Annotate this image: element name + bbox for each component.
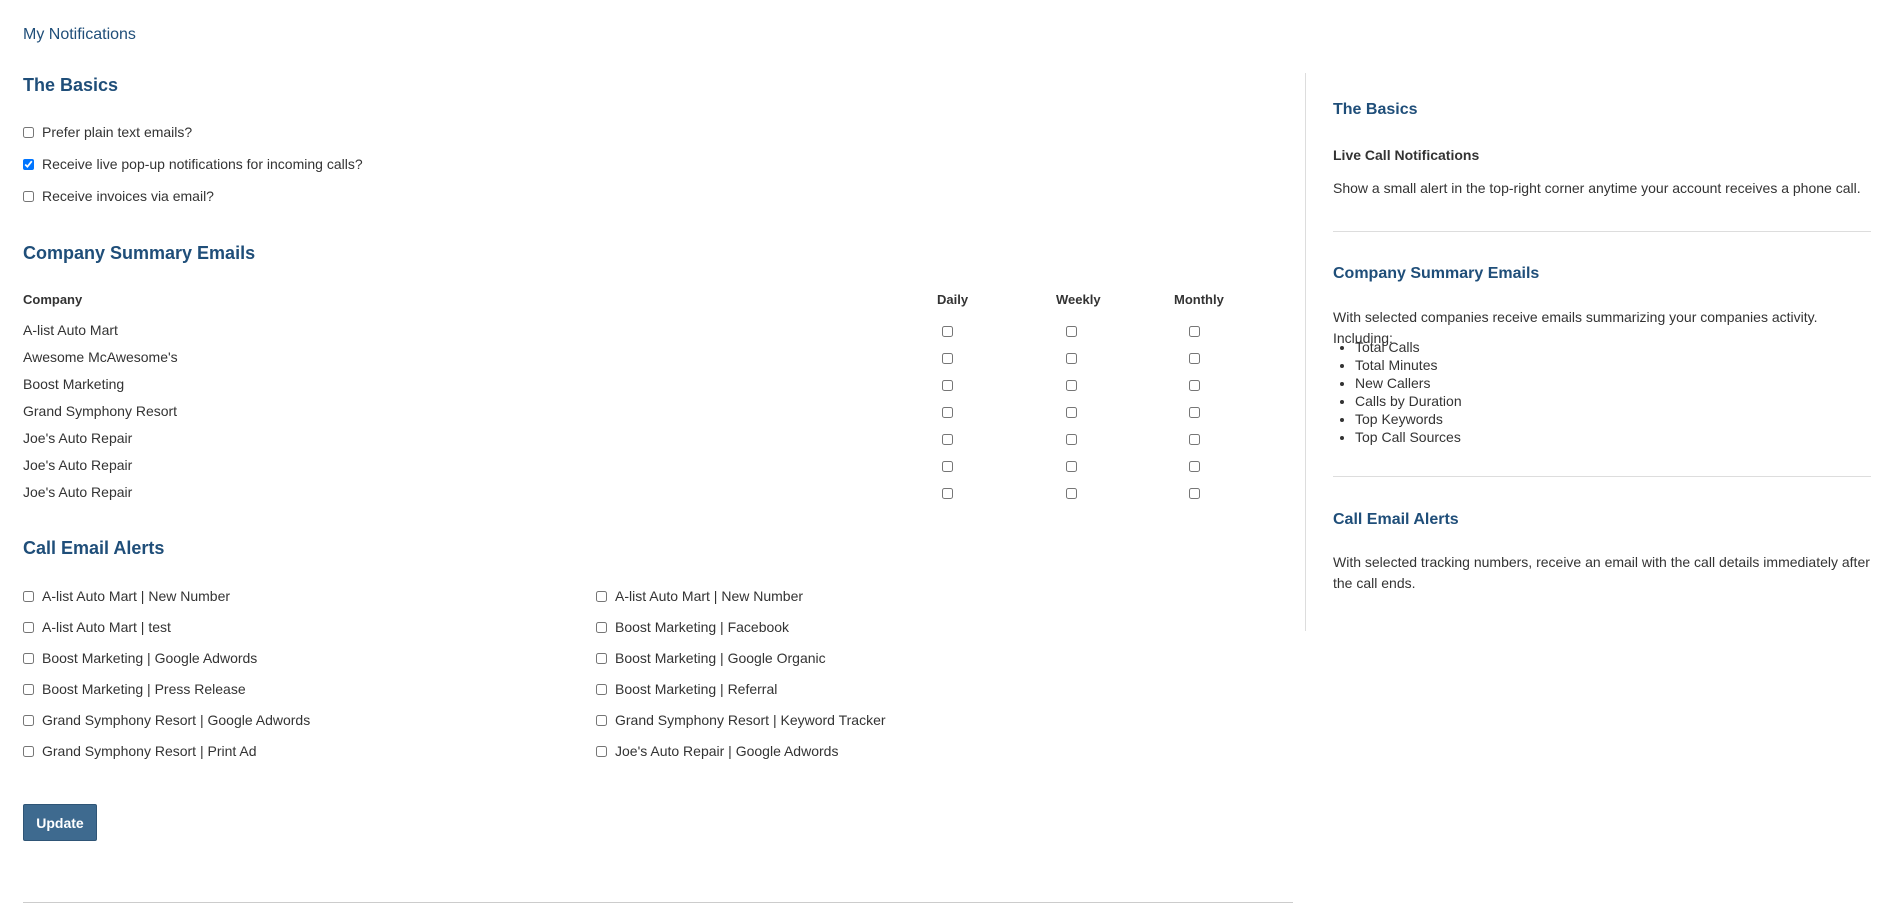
alert-checkbox[interactable] <box>596 591 607 602</box>
alert-option[interactable] <box>596 619 789 635</box>
daily-checkbox[interactable] <box>942 461 953 472</box>
alert-option[interactable] <box>596 588 803 604</box>
monthly-checkbox[interactable] <box>1189 407 1200 418</box>
weekly-checkbox[interactable] <box>1066 326 1077 337</box>
alert-option[interactable] <box>23 650 257 666</box>
alert-checkbox[interactable] <box>23 684 34 695</box>
weekly-checkbox[interactable] <box>1066 380 1077 391</box>
monthly-checkbox[interactable] <box>1189 461 1200 472</box>
alert-label: Grand Symphony Resort | Print Ad <box>42 743 257 759</box>
daily-column-header: Daily <box>937 292 969 307</box>
alert-checkbox[interactable] <box>23 746 34 757</box>
daily-checkbox[interactable] <box>942 353 953 364</box>
company-name: Joe's Auto Repair <box>23 457 133 473</box>
help-live-call-title: Live Call Notifications <box>1333 147 1480 163</box>
help-summary-text: With selected companies receive emails summarizing your companies activity. Including: <box>1333 309 1818 346</box>
weekly-column-header: Weekly <box>1056 292 1101 307</box>
monthly-checkbox[interactable] <box>1189 488 1200 499</box>
help-divider <box>1333 231 1871 232</box>
alert-checkbox[interactable] <box>596 715 607 726</box>
daily-checkbox[interactable] <box>942 488 953 499</box>
monthly-checkbox[interactable] <box>1189 326 1200 337</box>
alert-label: Grand Symphony Resort | Keyword Tracker <box>615 712 886 728</box>
weekly-checkbox[interactable] <box>1066 461 1077 472</box>
list-item: • Calls by Duration <box>1355 392 1462 410</box>
plain-text-option[interactable] <box>23 124 192 140</box>
weekly-checkbox[interactable] <box>1066 407 1077 418</box>
alert-label: Boost Marketing | Facebook <box>615 619 790 635</box>
company-name: Grand Symphony Resort <box>23 403 178 419</box>
weekly-checkbox[interactable] <box>1066 353 1077 364</box>
help-summary-list <box>1333 338 1462 446</box>
alert-option[interactable] <box>596 650 826 666</box>
invoices-email-option[interactable] <box>23 188 214 204</box>
plain-text-label: Prefer plain text emails? <box>42 124 193 140</box>
daily-checkbox[interactable] <box>942 407 953 418</box>
alert-option[interactable] <box>23 743 257 759</box>
help-summary-heading: Company Summary Emails <box>1333 265 1540 282</box>
alert-checkbox[interactable] <box>23 591 34 602</box>
summary-heading: Company Summary Emails <box>23 243 256 263</box>
alert-label: A-list Auto Mart | New Number <box>42 588 231 604</box>
company-name: Awesome McAwesome's <box>23 349 178 365</box>
live-popup-option[interactable] <box>23 156 363 172</box>
help-live-call-text: Show a small alert in the top-right corner anytime your account receives a phone call. <box>1333 180 1861 196</box>
live-popup-label: Receive live pop-up notifications for incoming calls? <box>42 156 363 172</box>
help-basics-heading: The Basics <box>1333 101 1418 118</box>
alert-label: Boost Marketing | Referral <box>615 681 778 697</box>
invoices-email-label: Receive invoices via email? <box>42 188 214 204</box>
alert-option[interactable] <box>596 681 777 697</box>
daily-checkbox[interactable] <box>942 434 953 445</box>
list-item: • Total Calls <box>1355 338 1462 356</box>
alert-checkbox[interactable] <box>596 684 607 695</box>
list-item: • Top Call Sources <box>1355 428 1462 446</box>
alert-checkbox[interactable] <box>23 715 34 726</box>
update-button[interactable]: Update <box>23 804 97 841</box>
breadcrumb[interactable]: My Notifications <box>23 26 136 43</box>
alert-label: Boost Marketing | Google Organic <box>615 650 826 666</box>
alert-label: Grand Symphony Resort | Google Adwords <box>42 712 311 728</box>
alert-option[interactable] <box>23 712 310 728</box>
monthly-checkbox[interactable] <box>1189 434 1200 445</box>
invoices-email-checkbox[interactable] <box>23 191 34 202</box>
alert-label: A-list Auto Mart | New Number <box>615 588 804 604</box>
company-name: Joe's Auto Repair <box>23 484 133 500</box>
alerts-heading: Call Email Alerts <box>23 538 165 558</box>
daily-checkbox[interactable] <box>942 380 953 391</box>
monthly-checkbox[interactable] <box>1189 380 1200 391</box>
help-divider <box>1333 476 1871 477</box>
list-item: • Total Minutes <box>1355 356 1462 374</box>
alert-checkbox[interactable] <box>23 653 34 664</box>
alert-label: Boost Marketing | Google Adwords <box>42 650 258 666</box>
company-column-header: Company <box>23 292 83 307</box>
basics-heading: The Basics <box>23 75 119 95</box>
company-name: Boost Marketing <box>23 376 125 392</box>
help-alerts-heading: Call Email Alerts <box>1333 511 1459 528</box>
plain-text-checkbox[interactable] <box>23 127 34 138</box>
company-name: Joe's Auto Repair <box>23 430 133 446</box>
alert-label: Joe's Auto Repair | Google Adwords <box>615 743 839 759</box>
list-item: • Top Keywords <box>1355 410 1462 428</box>
alert-option[interactable] <box>23 681 246 697</box>
alert-option[interactable] <box>596 712 886 728</box>
alert-option[interactable] <box>23 619 171 635</box>
alert-label: A-list Auto Mart | test <box>42 619 171 635</box>
monthly-column-header: Monthly <box>1174 292 1224 307</box>
alert-checkbox[interactable] <box>596 746 607 757</box>
help-alerts-text: With selected tracking numbers, receive an email with the call details immediately after the call ends. <box>1333 554 1870 591</box>
company-name: A-list Auto Mart <box>23 322 118 338</box>
list-item: • New Callers <box>1355 374 1462 392</box>
alert-checkbox[interactable] <box>596 622 607 633</box>
weekly-checkbox[interactable] <box>1066 488 1077 499</box>
weekly-checkbox[interactable] <box>1066 434 1077 445</box>
monthly-checkbox[interactable] <box>1189 353 1200 364</box>
alert-checkbox[interactable] <box>23 622 34 633</box>
column-divider <box>1305 73 1306 631</box>
alert-option[interactable] <box>596 743 838 759</box>
alert-checkbox[interactable] <box>596 653 607 664</box>
live-popup-checkbox[interactable] <box>23 159 34 170</box>
alert-label: Boost Marketing | Press Release <box>42 681 246 697</box>
daily-checkbox[interactable] <box>942 326 953 337</box>
alert-option[interactable] <box>23 588 230 604</box>
